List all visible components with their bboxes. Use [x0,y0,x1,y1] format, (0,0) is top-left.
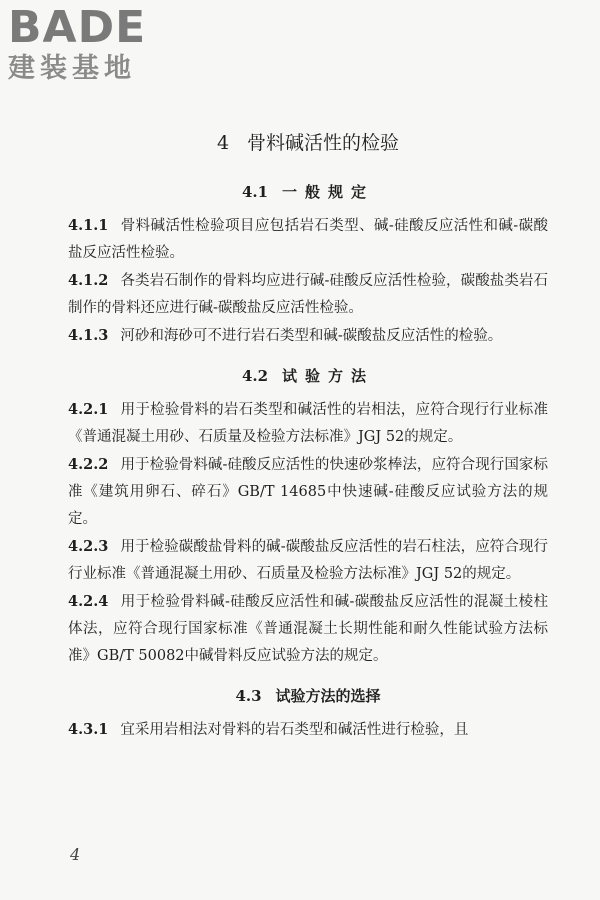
section-title-text: 试验方法的选择 [275,687,381,705]
clause-number: 4.2.2 [68,456,109,473]
section-title-text: 试验方法 [282,367,375,385]
clause [68,267,548,322]
clause-text: 用于检验骨料的岩石类型和碱活性的岩相法，应符合现行行业标准《普通混凝土用砂、石质量及检验方法标准》JGJ 52的规定。 [68,402,548,445]
clause-number: 4.2.1 [68,401,109,418]
clause-number: 4.1.1 [68,217,109,234]
chapter-number: 4 [216,132,230,154]
chapter-title-text: 骨料碱活性的检验 [247,132,400,154]
clause-number: 4.2.3 [68,538,109,555]
section-title [68,180,548,204]
section-title-text: 一般规定 [282,183,375,201]
logo [8,4,183,86]
logo-subtitle: 建装基地 [8,53,136,84]
clause [68,588,548,670]
chapter-title [68,128,548,158]
clause-text: 骨料碱活性检验项目应包括岩石类型、碱-硅酸反应活性和碱-碳酸盐反应活性检验。 [68,218,548,261]
clause-number: 4.1.3 [68,327,109,344]
spacer [68,350,548,364]
clause-text: 用于检验碳酸盐骨料的碱-碳酸盐反应活性的岩石柱法，应符合现行行业标准《普通混凝土用砂、石质量及检验方法标准》JGJ 52的规定。 [68,539,548,582]
page-number: 4 [70,845,81,864]
section-title [68,684,548,708]
clause-number: 4.1.2 [68,272,109,289]
section-title [68,364,548,388]
clause [68,322,548,350]
clause-text: 用于检验骨料碱-硅酸反应活性和碱-碳酸盐反应活性的混凝土棱柱体法，应符合现行国家标准《普通混凝土长期性能和耐久性能试验方法标准》GB/T 50082中碱骨料反应试验方法的规定。 [68,594,548,664]
clause-number: 4.2.4 [68,593,109,610]
clause-text: 用于检验骨料碱-硅酸反应活性的快速砂浆棒法，应符合现行国家标准《建筑用卵石、碎石》GB/T 14685中快速碱-硅酸反应试验方法的规定。 [68,457,548,527]
clause [68,533,548,588]
clause [68,396,548,451]
clause-number: 4.3.1 [68,721,109,738]
clause [68,212,548,267]
document-body [68,128,548,744]
spacer [68,670,548,684]
clause [68,716,548,744]
clause [68,451,548,533]
section-number: 4.1 [241,183,269,201]
clause-text: 宜采用岩相法对骨料的岩石类型和碱活性进行检验，且 [120,722,469,738]
clause-text: 各类岩石制作的骨料均应进行碱-硅酸反应活性检验，碳酸盐类岩石制作的骨料还应进行碱-碳酸盐反应活性检验。 [68,273,548,316]
clause-text: 河砂和海砂可不进行岩石类型和碱-碳酸盐反应活性的检验。 [120,328,503,344]
section-number: 4.2 [241,367,269,385]
section-number: 4.3 [235,687,262,705]
logo-wordmark: BADE [8,2,147,53]
